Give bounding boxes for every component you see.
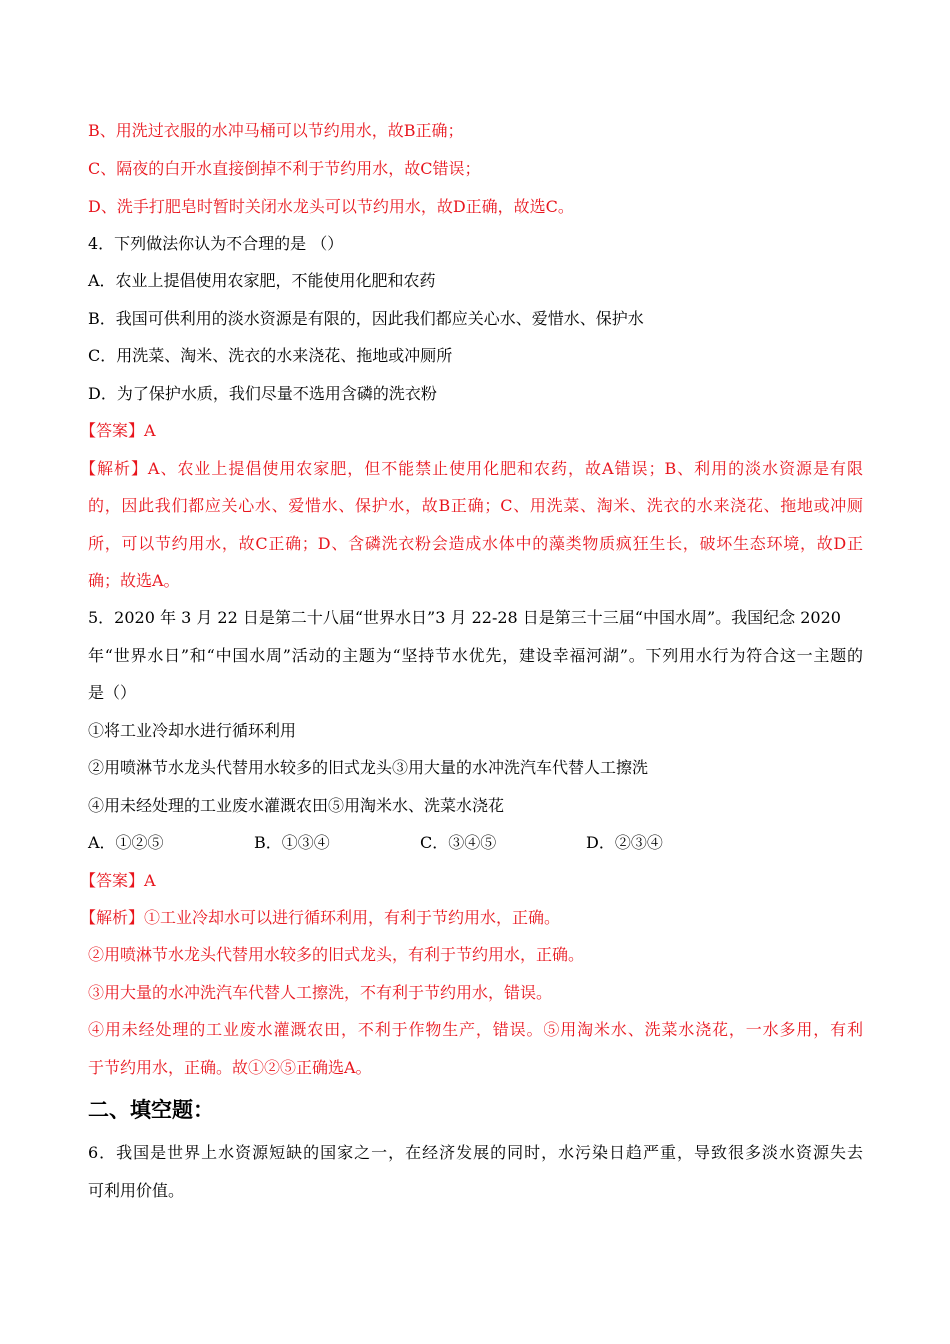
q5-option-a: A．①②⑤ [88,833,164,852]
q5-analysis-line-1: 【解析】①工业冷却水可以进行循环利用，有利于节约用水，正确。 [80,908,561,927]
q5-option-c: C．③④⑤ [420,833,497,852]
q6-stem-line-1: 6．我国是世界上水资源短缺的国家之一，在经济发展的同时，水污染日趋严重，导致很多淡水资源失去 [88,1143,863,1162]
q5-item-2: ②用喷淋节水龙头代替用水较多的旧式龙头③用大量的水冲洗汽车代替人工擦洗 [88,758,649,777]
q4-analysis-line-1: 【解析】A、农业上提倡使用农家肥，但不能禁止使用化肥和农药，故A错误；B、利用的淡水资源是有限 [80,459,863,478]
q4-analysis-line-2: 的，因此我们都应关心水、爱惜水、保护水，故B正确；C、用洗菜、淘米、洗衣的水来浇花、拖地或冲厕 [88,496,863,515]
prev-explanation-line-c: C、隔夜的白开水直接倒掉不利于节约用水，故C错误； [88,159,481,178]
q5-stem-line-1: 5．2020 年 3 月 22 日是第二十八届“世界水日”3 月 22-28 日是第三十三届“中国水周”。我国纪念 2020 [88,608,841,627]
q5-answer: 【答案】A [80,871,156,890]
q4-option-d: D．为了保护水质，我们尽量不选用含磷的洗衣粉 [88,384,437,403]
q5-analysis-line-3: ③用大量的水冲洗汽车代替人工擦洗，不有利于节约用水，错误。 [88,983,553,1002]
q5-stem-line-2: 年“世界水日”和“中国水周”活动的主题为“坚持节水优先，建设幸福河湖”。下列用水行为符合这一主题的 [88,646,863,665]
q5-analysis-line-5: 于节约用水，正确。故①②⑤正确选A。 [88,1058,372,1077]
section-heading-fill-in: 二、填空题： [88,1098,214,1122]
q5-item-3: ④用未经处理的工业废水灌溉农田⑤用淘米水、洗菜水浇花 [88,796,505,815]
q6-stem-line-2: 可利用价值。 [88,1181,185,1200]
q5-option-b: B．①③④ [254,833,330,852]
q5-item-1: ①将工业冷却水进行循环利用 [88,721,297,740]
q5-analysis-line-2: ②用喷淋节水龙头代替用水较多的旧式龙头，有利于节约用水，正确。 [88,945,585,964]
prev-explanation-line-d: D、洗手打肥皂时暂时关闭水龙头可以节约用水，故D正确，故选C。 [88,197,574,216]
q5-stem-line-3: 是（） [88,683,137,702]
q4-answer: 【答案】A [80,421,156,440]
q4-option-a: A．农业上提倡使用农家肥，不能使用化肥和农药 [88,271,436,290]
q5-options [88,832,863,854]
q4-analysis-line-4: 确；故选A。 [88,571,180,590]
q5-option-d: D．②③④ [586,833,663,852]
q4-option-b: B．我国可供利用的淡水资源是有限的，因此我们都应关心水、爱惜水、保护水 [88,309,644,328]
prev-explanation-line-b: B、用洗过衣服的水冲马桶可以节约用水，故B正确； [88,121,464,140]
q4-analysis-line-3: 所，可以节约用水，故C正确；D、含磷洗衣粉会造成水体中的藻类物质疯狂生长，破坏生态环境，故D正 [88,534,863,553]
q4-stem: 4．下列做法你认为不合理的是 （） [88,234,344,253]
q5-analysis-line-4: ④用未经处理的工业废水灌溉农田，不利于作物生产，错误。⑤用淘米水、洗菜水浇花，一水多用，有利 [88,1020,863,1039]
q4-option-c: C．用洗菜、淘米、洗衣的水来浇花、拖地或冲厕所 [88,346,453,365]
